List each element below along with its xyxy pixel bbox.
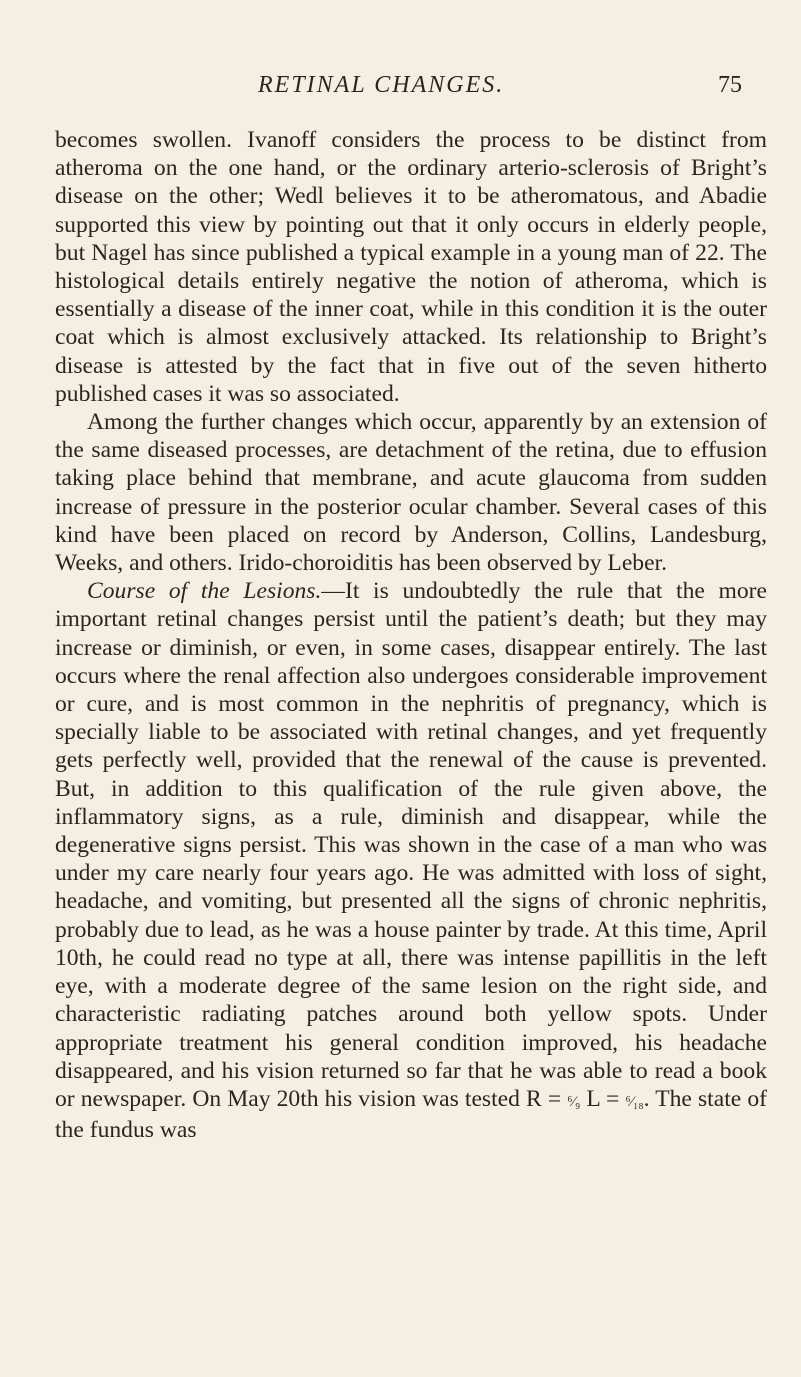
paragraph-1-text: becomes swollen. Ivanoff considers the process to be distinct from atheroma on the one hand, or the ordinary arterio-sclerosis of Bright’s disease on the other; Wedl believes it to be atheromatous, and Abadie supported this view by pointing out that it only occurs in elderly people, but Nagel has since published a typical example in a young man of 22. The histological details entirely negative the notion of atheroma, which is essentially a disease of the inner coat, while in this condition it is the outer coat which is almost exclusively attacked. Its relationship to Bright’s disease is attested by the fact that in five out of the seven hitherto published cases it was so associated. xyxy=(55,127,767,407)
page-number: 75 xyxy=(718,72,742,98)
paragraph-3 xyxy=(55,577,767,1144)
paragraph-3-mid: L = xyxy=(586,1085,620,1112)
section-heading-course-of-lesions: Course of the Lesions. xyxy=(87,578,322,605)
body-text xyxy=(55,126,767,1144)
running-header xyxy=(0,66,801,106)
paragraph-3-text: —It is undoubtedly the rule that the more important retinal changes persist until the patient’s death; but they may increase or diminish, or even, in some cases, disappear entirely. The last occurs where the renal affection also undergoes considerable improvement or cure, and is most common in the nephritis of pregnancy, which is specially liable to be associated with retinal changes, and yet frequently gets perfectly well, provided that the renewal of the cause is prevented. But, in addition to this qualification of the rule given above, the inflammatory signs, as a rule, diminish and disappear, while the degenerative signs persist. This was shown in the case of a man who was under my care nearly four years ago. He was admitted with loss of sight, headache, and vomiting, but presented all the signs of chronic nephritis, probably due to lead, as he was a house painter by trade. At this time, April 10th, he could read no type at all, there was intense papillitis in the left eye, with a moderate degree of the same lesion on the right side, and characteristic radiating patches around both yellow spots. Under appropriate treatment his general condition improved, his headache disappeared, and his vision returned so far that he was able to read a book or newspaper. On May 20th his vision was tested R = xyxy=(55,578,767,1112)
paragraph-1 xyxy=(55,126,767,408)
paragraph-2-text: Among the further changes which occur, apparently by an extension of the same diseased processes, are detachment of the retina, due to effusion taking place behind that membrane, and acute glaucoma from sudden increase of pressure in the posterior ocular chamber. Several cases of this kind have been placed on record by Anderson, Collins, Landesburg, Weeks, and others. Irido-choroiditis has been observed by Leber. xyxy=(55,409,767,577)
fraction-right-eye: ⁶⁄₉ xyxy=(567,1093,581,1110)
paragraph-2 xyxy=(55,408,767,577)
running-head-title: RETINAL CHANGES. xyxy=(258,72,505,98)
fraction-left-eye: ⁶⁄₁₈ xyxy=(625,1093,644,1110)
paragraph-3-tail: . The state of the fundus was xyxy=(55,1085,767,1144)
